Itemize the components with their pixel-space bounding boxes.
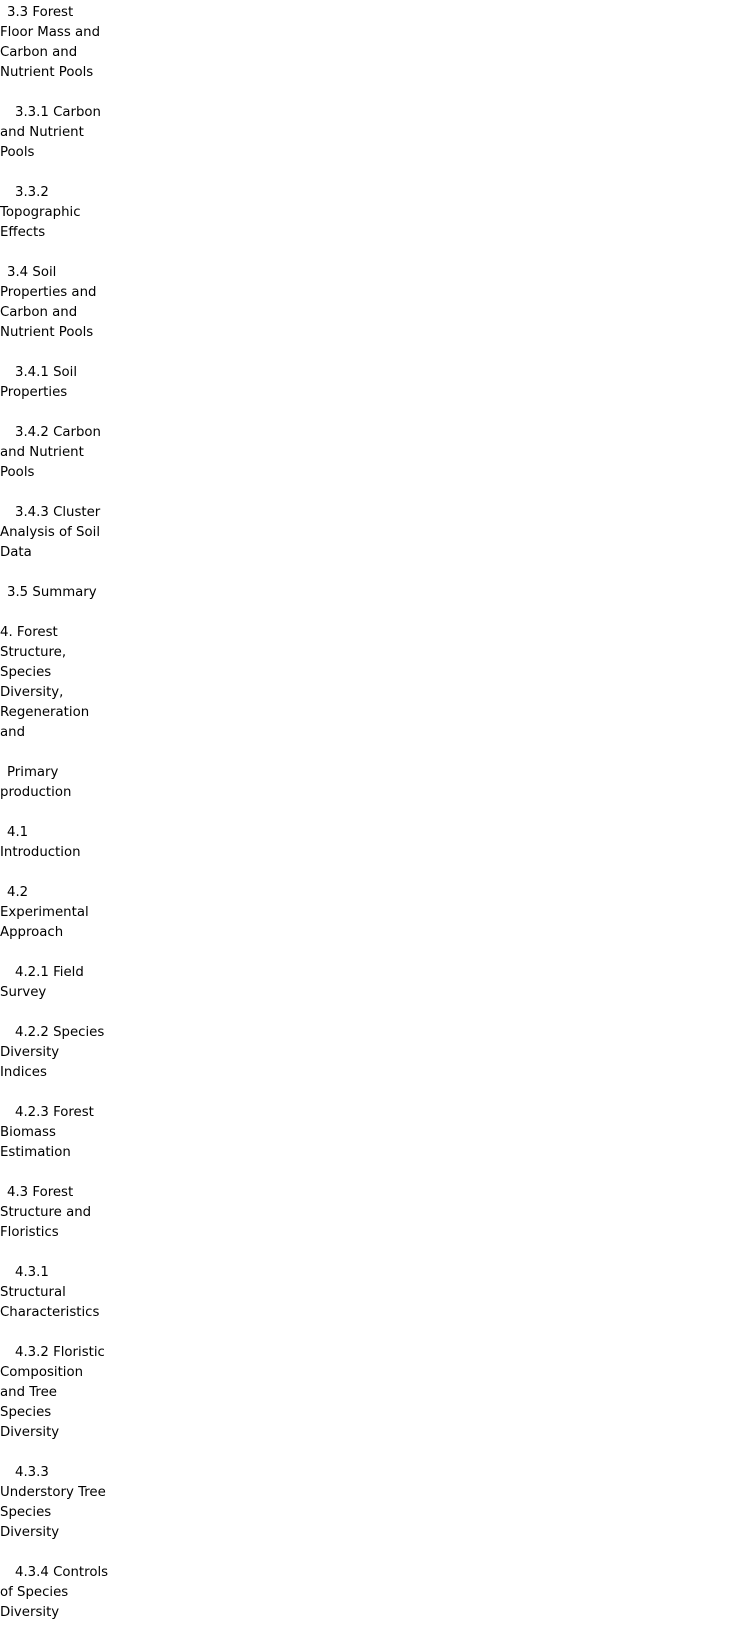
toc-entry-number: 3.3 [7,5,29,20]
toc-entry-title: Forest Structure, Species Diversity, Regeneration and [0,625,90,740]
toc-entry-3-4[interactable] [0,263,110,343]
toc-entry-4-1[interactable] [0,823,110,863]
toc-entry-4-3-2[interactable] [0,1343,110,1443]
toc-entry-3-4-3[interactable] [0,503,110,563]
toc-entry-title: Field Survey [0,965,84,1000]
toc-entry-title: Forest Structure and Floristics [0,1185,92,1240]
toc-entry-number: 3.4.3 [15,505,49,520]
toc-entry-number: 3.4 [7,265,29,280]
toc-entry-3-5[interactable] [0,583,110,603]
toc-entry-title: Primary production [0,765,72,800]
toc-entry-title: Soil Properties and Carbon and Nutrient Pools [0,265,97,340]
toc-entry-title: Carbon and Nutrient Pools [0,105,101,160]
toc-entry-title: Experimental Approach [0,905,89,940]
toc-entry-title: Topographic Effects [0,205,81,240]
table-of-contents [0,3,110,1643]
toc-entry-number: 4.2 [7,885,29,900]
toc-entry-number: 3.5 [7,585,29,600]
toc-entry-number: 4.3.2 [15,1345,49,1360]
toc-entry-3-4-1[interactable] [0,363,110,403]
toc-entry-4-2[interactable] [0,883,110,943]
toc-entry-3-3[interactable] [0,3,110,83]
toc-entry-4-2-2[interactable] [0,1023,110,1083]
toc-entry-4-3-4[interactable] [0,1563,110,1623]
toc-entry-4-2-3[interactable] [0,1103,110,1163]
toc-entry-4-2-1[interactable] [0,963,110,1003]
toc-entry-4[interactable] [0,623,110,743]
toc-entry-number: 3.4.2 [15,425,49,440]
toc-entry-number: 4.1 [7,825,29,840]
toc-entry-number: 4.3 [7,1185,29,1200]
toc-entry-title: Forest Biomass Estimation [0,1105,94,1160]
toc-entry-title: Cluster Analysis of Soil Data [0,505,101,560]
toc-entry-number: 3.4.1 [15,365,49,380]
toc-entry-title: Forest Floor Mass and Carbon and Nutrient Pools [0,5,101,80]
toc-entry-4-3-3[interactable] [0,1463,110,1543]
toc-entry-number: 3.3.2 [15,185,49,200]
toc-entry-title: Introduction [0,845,81,860]
toc-entry-number: 4.3.4 [15,1565,49,1580]
toc-entry-3-4-2[interactable] [0,423,110,483]
toc-entry-title: Controls of Species Diversity [0,1565,109,1620]
toc-entry-number: 3.3.1 [15,105,49,120]
toc-entry-title: Summary [32,585,97,600]
toc-entry-title: Understory Tree Species Diversity [0,1485,106,1540]
toc-entry-number: 4.3.3 [15,1465,49,1480]
toc-entry-number: 4.2.2 [15,1025,49,1040]
toc-entry-title: Carbon and Nutrient Pools [0,425,101,480]
toc-entry-number: 4. [0,625,13,640]
toc-entry-4-continued[interactable] [0,763,110,803]
toc-entry-3-3-1[interactable] [0,103,110,163]
toc-entry-3-3-2[interactable] [0,183,110,243]
toc-entry-title: Species Diversity Indices [0,1025,105,1080]
toc-entry-number: 4.2.3 [15,1105,49,1120]
toc-entry-4-3-1[interactable] [0,1263,110,1323]
toc-entry-number: 4.3.1 [15,1265,49,1280]
toc-entry-title: Structural Characteristics [0,1285,100,1320]
toc-entry-number: 4.2.1 [15,965,49,980]
toc-entry-title: Floristic Composition and Tree Species Diversity [0,1345,105,1440]
toc-entry-4-3[interactable] [0,1183,110,1243]
toc-entry-title: Soil Properties [0,365,78,400]
